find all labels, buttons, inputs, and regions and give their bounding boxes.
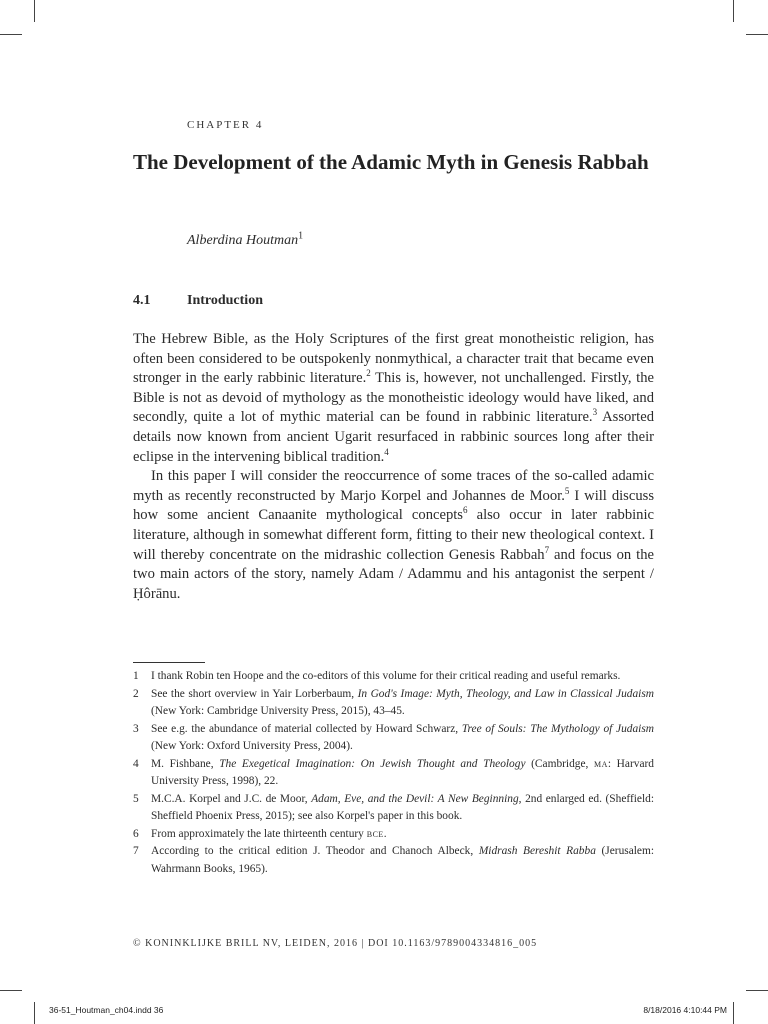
text-run: M.C.A. Korpel and J.C. de Moor,	[151, 792, 312, 805]
crop-mark	[746, 990, 768, 991]
footnote-ref[interactable]: 3	[592, 407, 598, 418]
footnote-number: 4	[133, 757, 139, 770]
text-run: I thank Robin ten Hoope and the co-editors of this volume for their critical reading and useful remarks.	[151, 670, 621, 682]
crop-mark	[0, 34, 22, 35]
author-footnote-ref[interactable]: 1	[298, 230, 304, 242]
section-number: 4.1	[133, 293, 151, 308]
footnote-rule	[133, 662, 205, 663]
text-run: and focus on the two main actors of the story, namely Adam / Adammu and his antagonist the serpent / Ḥôrānu.	[133, 546, 654, 602]
footnote	[133, 686, 654, 721]
italic-title: In God's Image: Myth, Theology, and Law in Classical Judaism	[357, 687, 655, 700]
italic-title: Adam, Eve, and the Devil: A New Beginning	[311, 792, 519, 805]
text-run: Assorted details now known from ancient Ugarit resurfaced in rabbinic sources long after their eclipse in the intervening biblical tradition.	[133, 409, 654, 465]
copyright-line: © KONINKLIJKE BRILL NV, LEIDEN, 2016 | DOI 10.1163/9789004334816_005	[133, 938, 538, 949]
footnote-number: 5	[133, 792, 139, 805]
text-run: From approximately the late thirteenth century	[151, 827, 367, 840]
footnote	[133, 791, 654, 826]
crop-mark	[733, 1002, 734, 1024]
footnote-number: 2	[133, 687, 139, 700]
text-run: This is, however, not unchallenged. Firstly, the Bible is not as devoid of mythology as the monotheistic ideology would have liked, and secondly, quite a lot of mythic material can be found in rabbinic literature.	[133, 370, 654, 426]
text-run: .	[383, 827, 387, 840]
small-caps-text: bce	[366, 827, 384, 840]
footnote-ref[interactable]: 5	[564, 485, 570, 496]
author-line	[187, 230, 304, 249]
text-run: According to the critical edition J. Theodor and Chanoch Albeck,	[151, 845, 479, 857]
footnote	[133, 756, 654, 791]
body-paragraph	[133, 330, 654, 467]
footnote-number: 7	[133, 845, 139, 857]
text-run: See e.g. the abundance of material collected by Howard Schwarz,	[151, 722, 462, 735]
chapter-title: The Development of the Adamic Myth in Genesis Rabbah	[133, 150, 649, 174]
text-run: The Hebrew Bible, as the Holy Scriptures of the first great monotheistic religion, has often been considered to be outspokenly nonmythical, a character trait that became even stronger in the early rabbinic literature.	[133, 331, 654, 387]
footnote-number: 1	[133, 670, 139, 682]
text-run: In this paper I will consider the reoccurrence of some traces of the so-called adamic myth as recently reconstructed by Marjo Korpel and Johannes de Moor.	[133, 468, 654, 504]
footnote	[133, 721, 654, 756]
text-run: (New York: Oxford University Press, 2004).	[151, 740, 353, 752]
chapter-label: CHAPTER 4	[187, 119, 264, 131]
text-run: I will discuss how some ancient Canaanite mythological concepts	[133, 487, 654, 524]
footnote	[133, 668, 654, 686]
footnote-ref[interactable]: 7	[544, 544, 550, 555]
slug-file-info: 36-51_Houtman_ch04.indd 36	[49, 1005, 164, 1015]
crop-mark	[0, 990, 22, 991]
text-run: : Harvard University Press, 1998), 22.	[151, 757, 655, 787]
footnote	[133, 843, 654, 878]
text-run: (New York: Cambridge University Press, 2015), 43–45.	[151, 705, 405, 717]
footnote-number: 6	[133, 827, 139, 840]
text-run: (Jerusalem: Wahrmann Books, 1965).	[151, 845, 654, 875]
text-run: See the short overview in Yair Lorberbaum,	[151, 687, 358, 700]
text-run: also occur in later rabbinic literature, although in somewhat different form, fitting to their new theological context. I will thereby concentrate on the midrashic collection Genesis Rabbah	[133, 507, 655, 563]
footnote-ref[interactable]: 4	[384, 446, 389, 457]
crop-mark	[733, 0, 734, 22]
small-caps-text: ma	[594, 757, 608, 770]
text-run: (Cambridge,	[525, 757, 595, 770]
footnotes	[133, 668, 654, 878]
footnote-ref[interactable]: 6	[463, 505, 468, 516]
body-paragraph	[133, 467, 654, 604]
italic-title: Midrash Bereshit Rabba	[478, 845, 596, 857]
footnote-number: 3	[133, 722, 139, 735]
italic-title: The Exegetical Imagination: On Jewish Thought and Theology	[219, 757, 526, 770]
text-run: , 2nd enlarged ed. (Sheffield: Sheffield Phoenix Press, 2015); see also Korpel's paper in this book.	[151, 792, 654, 822]
text-run: M. Fishbane,	[151, 757, 220, 770]
body-text	[133, 330, 654, 604]
crop-mark	[34, 0, 35, 22]
footnote	[133, 826, 654, 844]
author-name: Alberdina Houtman	[187, 233, 299, 248]
crop-mark	[34, 1002, 35, 1024]
slug-date-info: 8/18/2016 4:10:44 PM	[643, 1005, 727, 1015]
crop-mark	[746, 34, 768, 35]
italic-title: Tree of Souls: The Mythology of Judaism	[461, 722, 654, 735]
footnote-ref[interactable]: 2	[366, 368, 371, 379]
section-title: Introduction	[187, 293, 263, 308]
